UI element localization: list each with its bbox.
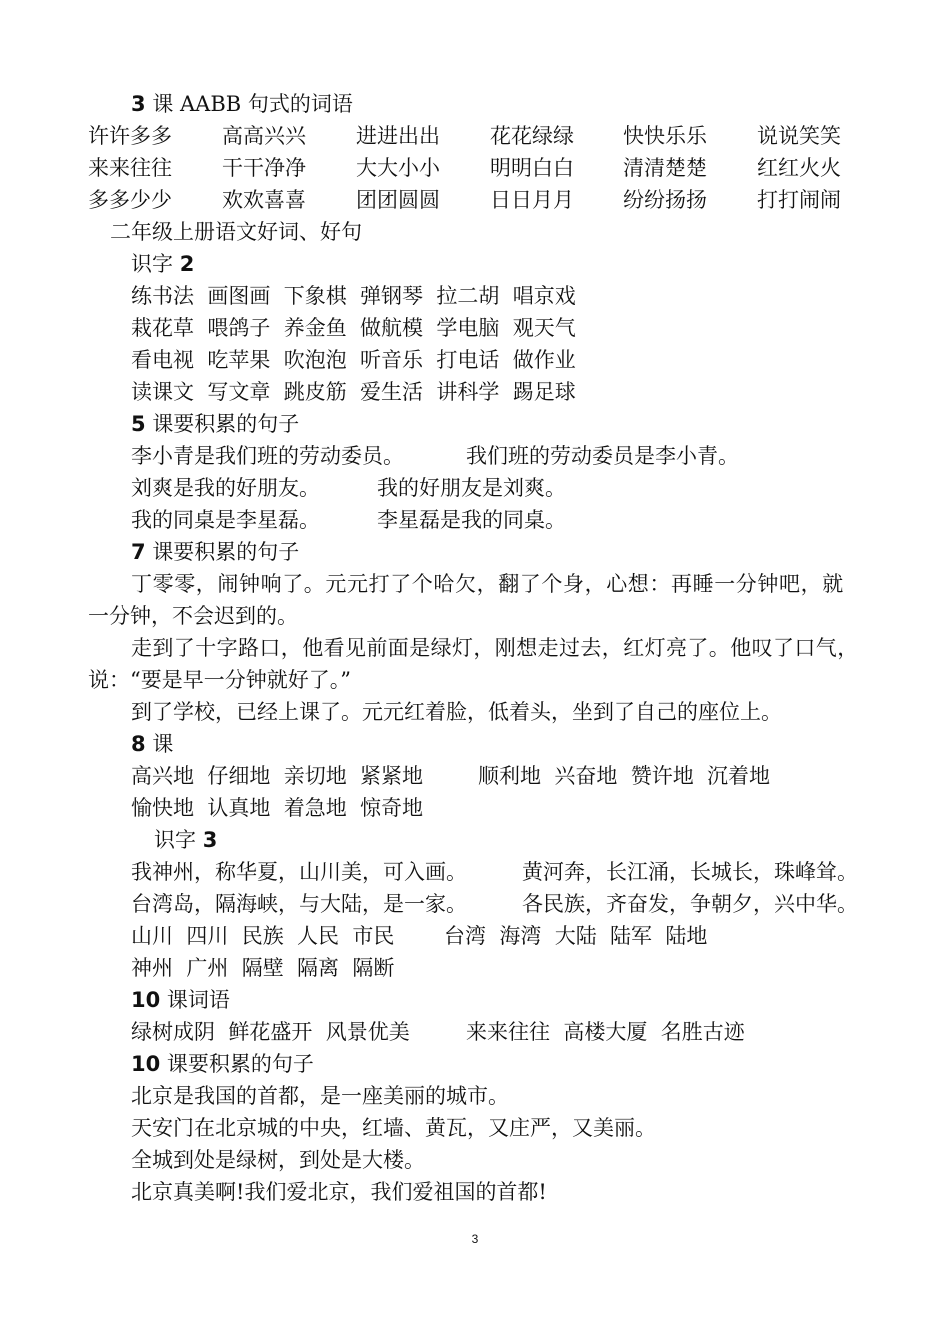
phrase-line: 练书法 画图画 下象棋 弹钢琴 拉二胡 唱京戏: [131, 284, 576, 308]
lesson8-title: 课: [152, 732, 174, 756]
paragraph-line: [0, 632, 950, 664]
text: 说：“要是早一分钟就好了。”: [88, 668, 351, 692]
lesson7-title: 课要积累的句子: [152, 540, 300, 564]
shizi2-number: 2: [179, 252, 195, 276]
word: 多多少少: [88, 188, 172, 212]
words: 顺利地 兴奋地 赞许地 沉着地: [478, 764, 771, 788]
word: 明明白白: [490, 156, 574, 180]
lesson5-title: 课要积累的句子: [152, 412, 300, 436]
aabb-row: [0, 184, 950, 216]
verse: 我神州，称华夏，山川美，可入画。: [131, 860, 467, 884]
word: 高高兴兴: [222, 124, 306, 148]
lesson10-sentences-title: 课要积累的句子: [166, 1052, 314, 1076]
aabb-row: [0, 152, 950, 184]
sentence: 全城到处是绿树，到处是大楼。: [131, 1148, 425, 1172]
word-row: [0, 760, 950, 792]
sentence: 我们班的劳动委员是李小青。: [466, 444, 739, 468]
paragraph-line: [0, 664, 950, 696]
word: 花花绿绿: [490, 124, 574, 148]
lesson3-title: 课 AABB 句式的词语: [152, 92, 353, 116]
lesson10-words-heading: [0, 984, 950, 1016]
word: 干干净净: [222, 156, 306, 180]
paragraph-line: [0, 600, 950, 632]
sentence-pair: [0, 440, 950, 472]
section-heading: [0, 216, 950, 248]
sentence: 天安门在北京城的中央，红墙、黄瓦，又庄严，又美丽。: [131, 1116, 656, 1140]
verse: 台湾岛，隔海峡，与大陆，是一家。: [131, 892, 467, 916]
lesson8-heading: [0, 728, 950, 760]
phrase-line: 读课文 写文章 跳皮筋 爱生活 讲科学 踢足球: [131, 380, 576, 404]
word: 进进出出: [356, 124, 440, 148]
verse-row: [0, 888, 950, 920]
word-row: [0, 952, 950, 984]
word: 欢欢喜喜: [222, 188, 306, 212]
words: 山川 四川 民族 人民 市民: [131, 924, 395, 948]
word: 来来往往: [88, 156, 172, 180]
lesson5-heading: [0, 408, 950, 440]
word-row: [0, 792, 950, 824]
sentence-line: [0, 1176, 950, 1208]
word: 日日月月: [490, 188, 574, 212]
phrase-row: [0, 280, 950, 312]
word: 打打闹闹: [757, 188, 841, 212]
lesson10-number: 10: [131, 988, 161, 1012]
words: 台湾 海湾 大陆 陆军 陆地: [444, 924, 708, 948]
word: 说说笑笑: [757, 124, 841, 148]
sentence: 李小青是我们班的劳动委员。: [131, 444, 404, 468]
word: 红红火火: [757, 156, 841, 180]
lesson7-heading: [0, 536, 950, 568]
text: 到了学校，已经上课了。元元红着脸，低着头，坐到了自己的座位上。: [131, 700, 782, 724]
sentence-pair: [0, 504, 950, 536]
section-heading-text: 二年级上册语文好词、好句: [110, 220, 362, 244]
sentence-line: [0, 1080, 950, 1112]
lesson5-number: 5: [131, 412, 146, 436]
paragraph-line: [0, 568, 950, 600]
text: 丁零零，闹钟响了。元元打了个哈欠，翻了个身，心想：再睡一分钟吧，就: [131, 572, 844, 596]
phrase-line: 栽花草 喂鸽子 养金鱼 做航模 学电脑 观天气: [131, 316, 576, 340]
words: 绿树成阴 鲜花盛开 风景优美: [131, 1020, 410, 1044]
text: 一分钟，不会迟到的。: [88, 604, 298, 628]
sentence: 李星磊是我的同桌。: [377, 508, 566, 532]
lesson10-words-title: 课词语: [166, 988, 230, 1012]
sentence: 北京真美啊!我们爱北京，我们爱祖国的首都!: [131, 1180, 547, 1204]
word: 纷纷扬扬: [623, 188, 707, 212]
shizi3-title: 识字: [154, 828, 196, 852]
sentence: 我的同桌是李星磊。: [131, 508, 320, 532]
verse: 黄河奔，长江涌，长城长，珠峰耸。: [522, 860, 858, 884]
sentence-line: [0, 1112, 950, 1144]
word-row: [0, 1016, 950, 1048]
page-number: 3: [471, 1232, 479, 1246]
word: 清清楚楚: [623, 156, 707, 180]
phrase-row: [0, 376, 950, 408]
word: 许许多多: [88, 124, 172, 148]
lesson3-number: 3: [131, 92, 146, 116]
text: 走到了十字路口，他看见前面是绿灯，刚想走过去，红灯亮了。他叹了口气，: [131, 636, 859, 660]
word: 团团圆圆: [356, 188, 440, 212]
shizi3-number: 3: [202, 828, 218, 852]
words: 高兴地 仔细地 亲切地 紧紧地: [131, 764, 424, 788]
shizi2-title: 识字: [131, 252, 173, 276]
phrase-line: 看电视 吃苹果 吹泡泡 听音乐 打电话 做作业: [131, 348, 576, 372]
words: 来来往往 高楼大厦 名胜古迹: [466, 1020, 745, 1044]
sentence-line: [0, 1144, 950, 1176]
word: 大大小小: [356, 156, 440, 180]
words: 愉快地 认真地 着急地 惊奇地: [131, 796, 424, 820]
shizi2-heading: [0, 248, 950, 280]
word-row: [0, 920, 950, 952]
aabb-row: [0, 120, 950, 152]
phrase-row: [0, 344, 950, 376]
word: 快快乐乐: [623, 124, 707, 148]
sentence: 北京是我国的首都，是一座美丽的城市。: [131, 1084, 509, 1108]
phrase-row: [0, 312, 950, 344]
lesson10-number: 10: [131, 1052, 161, 1076]
words: 神州 广州 隔壁 隔离 隔断: [131, 956, 395, 980]
lesson10-sentences-heading: [0, 1048, 950, 1080]
verse-row: [0, 856, 950, 888]
lesson8-number: 8: [131, 732, 146, 756]
lesson7-number: 7: [131, 540, 146, 564]
sentence-pair: [0, 472, 950, 504]
sentence: 刘爽是我的好朋友。: [131, 476, 320, 500]
paragraph-line: [0, 696, 950, 728]
sentence: 我的好朋友是刘爽。: [377, 476, 566, 500]
lesson3-heading: [0, 88, 950, 120]
shizi3-heading: [0, 824, 950, 856]
verse: 各民族，齐奋发，争朝夕，兴中华。: [522, 892, 858, 916]
